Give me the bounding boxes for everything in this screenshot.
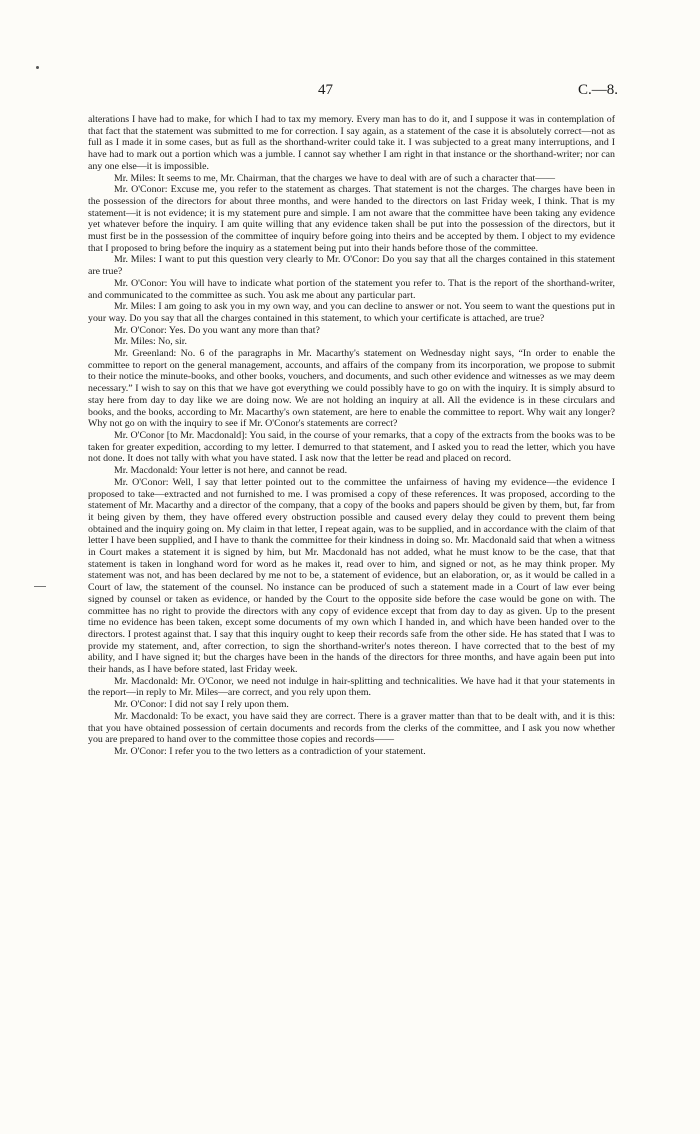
- speaker-name: Mr. Greenland:: [114, 348, 177, 360]
- paragraph-text: Excuse me, you refer to the statement as charges. That statement is not the charges. The charges have been in the possession of the directors for about three months, and were handed to the directors on last Friday week, I think. That is my statement—it is not evidence; it is my statement pure and simple. I am not aware that the committee have been taking any evidence yet whatever before the inquiry. I am quite willing that any evidence taken shall be put into the possession of the directors, but it must first be in the possession of the committee of inquiry before going into theirs and be accepted by them. I object to my evidence that I proposed to bring before the inquiry as a statement being put into their hands before those of the committee.: [88, 184, 616, 254]
- paragraph: [88, 676, 615, 699]
- paragraph-text: alterations I have had to make, for which I had to tax my memory. Every man has to do it, and I suppose it was in contemplation of that fact that the statement was submitted to me for correction. I say again, as a statement of the case it is absolutely correct—not as full as I made it in some cases, but as full as the shorthand-writer could take it. I was subjected to a great many interruptions, and I have had to mark out a portion which was a jumble. I cannot say whether I am right in that instance or the shorthand-writer; nor can any one else—it is impossible.: [88, 114, 615, 172]
- sheet-reference: C.—8.: [577, 82, 618, 98]
- paragraph-text: I am going to ask you in my own way, and you can decline to answer or not. You seem to want the questions put in your way. Do you say that all the charges contained in this statement, to which your certificate is attached, are true?: [88, 301, 615, 324]
- paragraph-text: I want to put this question very clearly to Mr. O'Conor: Do you say that all the charges contained in this statement are true?: [88, 254, 615, 278]
- document-body: [88, 114, 615, 758]
- paragraph-text: No. 6 of the paragraphs in Mr. Macarthy's statement on Wednesday night says, “In order to enable the committee to report on the general management, accounts, and affairs of the company from its incorporation, we propose to submit to their notice the minute-books, and other books, vouchers, and documents, and such other evidence and witnesses as we may deem necessary.” I wish to say on this that we have got everything we could possibly have to go on with the inquiry. It is simply absurd to stay here from day to day like we are doing now. We are not holding an inquiry at all. All the evidence is in these circulars and books, and the books, according to Mr. Macarthy's own statement, are here to enable the committee to report. Why wait any longer? Why not go on with the inquiry to see if Mr. O'Conor's statements are correct?: [88, 348, 615, 430]
- speaker-name: Mr. Macdonald:: [114, 675, 179, 687]
- paragraph-text: Yes. Do you want any more than that?: [168, 324, 320, 336]
- paragraph: [88, 173, 615, 185]
- paragraph: [88, 699, 615, 711]
- margin-dot: [36, 66, 39, 69]
- paragraph-text: You said, in the course of your remarks, that a copy of the extracts from the books was to be taken for greater expedition, according to my letter. I demurred to that statement, and I asked you to read the letter, which you have not done. It does not tally with what you have stated. I ask now that the letter be read and placed on record.: [88, 429, 615, 465]
- paragraph: [88, 184, 615, 254]
- speaker-name: Mr. Miles:: [114, 336, 156, 348]
- speaker-name: Mr. Macdonald:: [114, 465, 178, 477]
- paragraph-text: I refer you to the two letters as a contradiction of your statement.: [169, 745, 426, 757]
- paragraph: [88, 254, 615, 277]
- speaker-name: Mr. O'Conor:: [114, 476, 169, 488]
- speaker-name: Mr. Miles:: [114, 254, 157, 266]
- paragraph: [88, 746, 615, 758]
- paragraph-text: Well, I say that letter pointed out to the committee the unfairness of having my evidence—the evidence I proposed to take—extracted and not furnished to me. I was promised a copy of these references. It was proposed, according to the statement of Mr. Macarthy and a director of the company, that a copy of the books and papers should be given by them, but, far from it being given by them, they have offered every obstruction possible and caused every delay they could to prevent them being obtained and the inquiry going on. My claim in that letter, I repeat again, was to be supplied, and in accordance with the claim of that letter I have been supplied, and I have to thank the committee for their kindness in doing so. Mr. Macdonald said that when a witness in Court makes a statement it is signed by him, but Mr. Macdonald has not added, what he must know to be the case, that that statement is taken in longhand word for word as he makes it, read over to him, and signed or not, as he may think proper. My statement was not, and has been declared by me not to be, a statement of evidence, but an elaboration, or, as it would be called in a Court of law, the statement of the counsel. No instance can be produced of such a statement made in a Court of law ever being signed by counsel or taken as evidence, or handed by the Court to the opposite side before the case would be gone on with. The committee has no right to provide the directors with any copy of evidence except that from day to day as given. Up to the present time no evidence has been taken, except some documents of my own which I handed in, and which have been handed over to the directors. I protest against that. I say that this inquiry ought to keep their records safe from the other side. He has stated that I was to provide my statement, and, after correction, to sign the shorthand-writer's notes thereon. I have corrected that to the best of my ability, and I have signed it; but the charges have been in the hands of the directors for three months, and have again been put into their hands, as I have before stated, last Friday week.: [88, 476, 615, 676]
- paragraph: [88, 348, 615, 430]
- page-number: 47: [318, 82, 333, 98]
- paragraph: [88, 477, 615, 676]
- paragraph: [88, 114, 615, 173]
- margin-mark: [34, 586, 46, 587]
- speaker-name: Mr. Miles:: [114, 301, 156, 313]
- speaker-name: Mr. O'Conor:: [114, 277, 168, 289]
- paragraph: [88, 325, 615, 337]
- paragraph-text: To be exact, you have said they are correct. There is a graver matter than that to be dealt with, and it is this: that you have obtained possession of certain documents and records from the clerks of the committee, and I ask you now whether you are prepared to hand over to the committee those copies and records——: [88, 710, 615, 746]
- paragraph-text: Your letter is not here, and cannot be read.: [179, 465, 348, 477]
- paragraph: [88, 301, 615, 324]
- paragraph: [88, 711, 615, 746]
- speaker-name: Mr. Macdonald:: [114, 710, 179, 722]
- paragraph-text: Mr. O'Conor, we need not indulge in hair-splitting and technicalities. We have had it that your statements in the report—in reply to Mr. Miles—are correct, and you rely upon them.: [88, 675, 615, 699]
- paragraph-text: You will have to indicate what portion of the statement you refer to. That is the report of the shorthand-writer, and communicated to the committee as such. You ask me about any particular part.: [88, 277, 615, 301]
- speaker-name: Mr. O'Conor [to Mr. Macdonald]:: [114, 429, 248, 441]
- paragraph-text: It seems to me, Mr. Chairman, that the charges we have to deal with are of such a character that——: [158, 172, 556, 184]
- speaker-name: Mr. O'Conor:: [114, 745, 167, 757]
- speaker-name: Mr. O'Conor:: [114, 184, 168, 196]
- paragraph: [88, 278, 615, 301]
- speaker-name: Mr. Miles:: [114, 172, 156, 184]
- paragraph: [88, 336, 615, 348]
- paragraph: [88, 465, 615, 477]
- paragraph: [88, 430, 615, 465]
- paragraph-text: No, sir.: [158, 336, 187, 348]
- page-header: [0, 82, 700, 102]
- speaker-name: Mr. O'Conor:: [114, 324, 167, 336]
- speaker-name: Mr. O'Conor:: [114, 699, 167, 711]
- paragraph-text: I did not say I rely upon them.: [169, 699, 289, 711]
